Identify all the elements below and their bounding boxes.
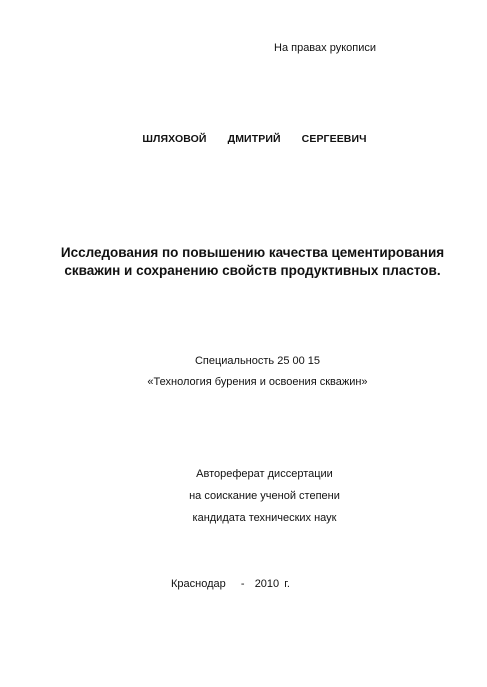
title-line-2: скважин и сохранению свойств продуктивных пластов. [64, 263, 441, 278]
abstract-line-3: кандидата технических наук [192, 512, 337, 524]
abstract-line-1: Автореферат диссертации [196, 468, 333, 480]
specialty-code: Специальность 25 00 15 [194, 355, 321, 367]
title-line-1: Исследования по повышению качества цементирования [60, 245, 445, 260]
abstract-line-2: на соискание ученой степени [189, 490, 340, 502]
rights-notice: На правах рукописи [274, 42, 376, 54]
author-name: ШЛЯХОВОЙ ДМИТРИЙ СЕРГЕЕВИЧ [142, 133, 367, 145]
place-and-year: Краснодар - 2010 г. [171, 578, 290, 590]
specialty-name: «Технология бурения и освоения скважин» [147, 376, 368, 388]
